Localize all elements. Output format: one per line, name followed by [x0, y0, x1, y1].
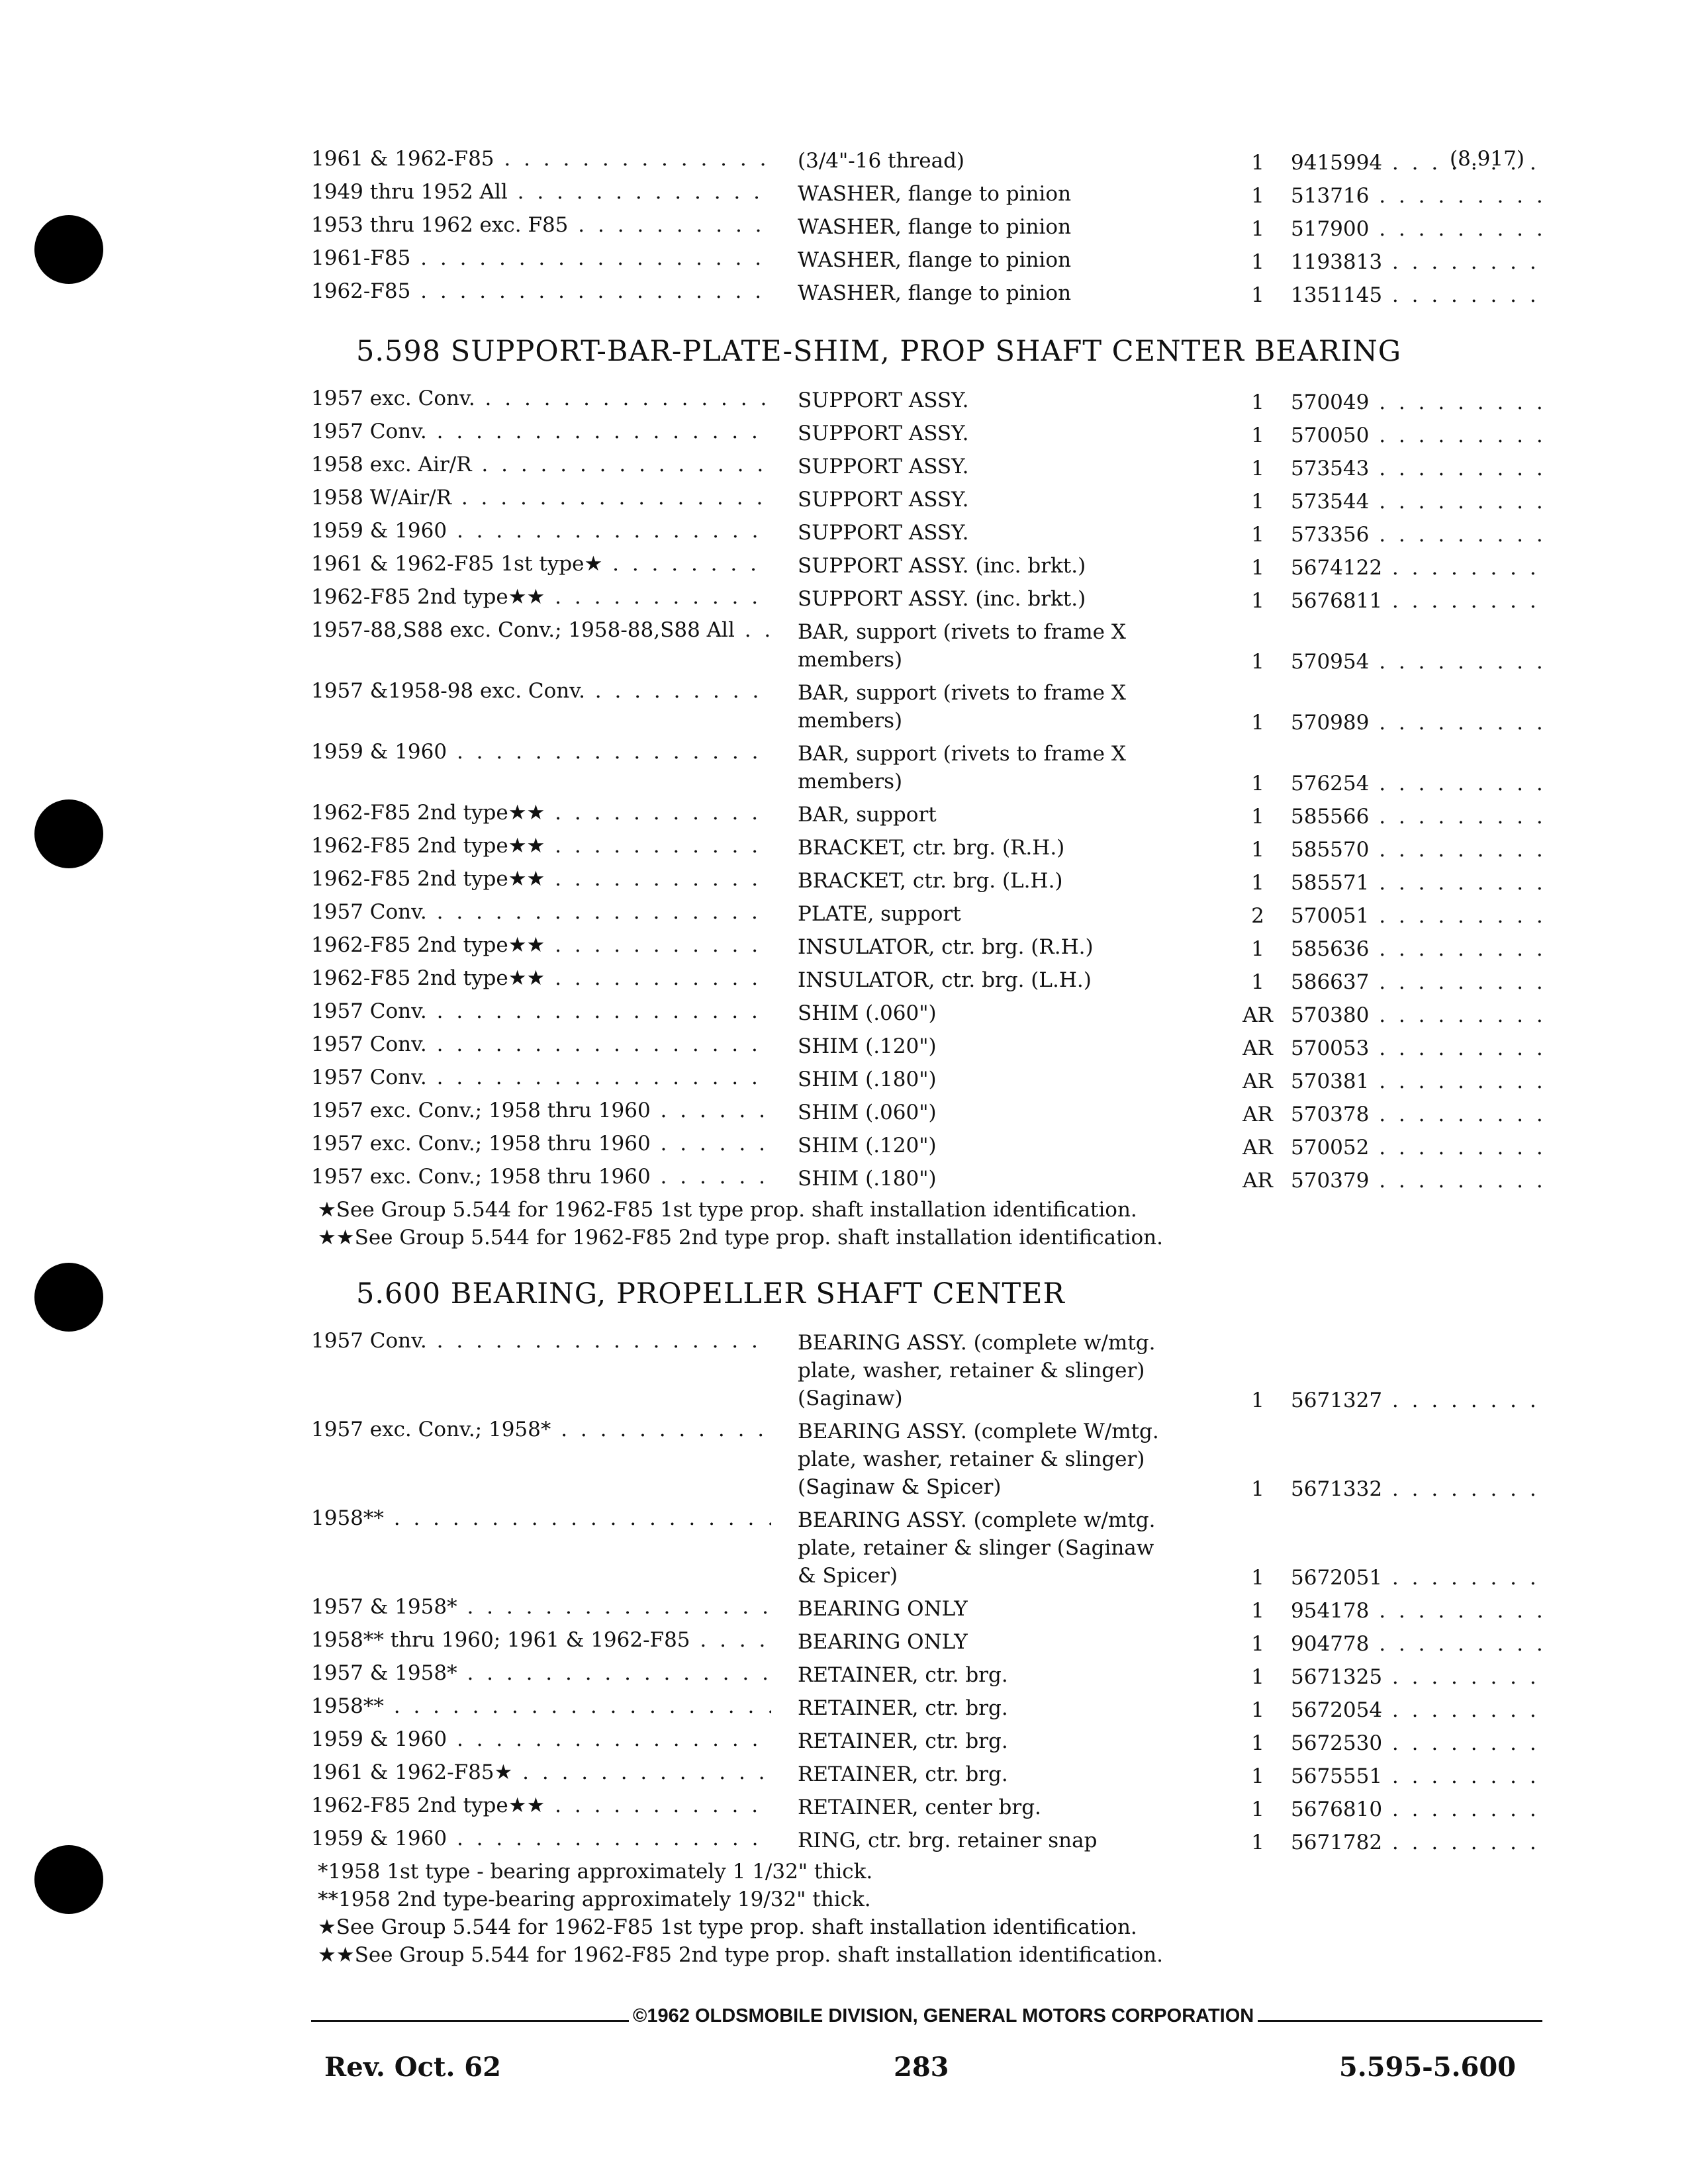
quantity: 1	[1251, 1831, 1264, 1854]
section-title-5-598: 5.598 SUPPORT-BAR-PLATE-SHIM, PROP SHAFT CENTER BEARING	[356, 335, 1402, 368]
quantity: 1	[1251, 184, 1264, 208]
applicable-model: 1957 & 1958* . . .	[311, 1595, 771, 1619]
quantity: 1	[1251, 1566, 1264, 1590]
part-description: SUPPORT ASSY.	[798, 488, 969, 512]
applicable-model: 1958** . . .	[311, 1694, 771, 1718]
part-description: SUPPORT ASSY. (inc. brkt.)	[798, 554, 1086, 578]
applicable-model: 1962-F85 2nd type★★ . . .	[311, 585, 771, 609]
quantity: 1	[1251, 390, 1264, 414]
applicable-model: 1961 & 1962-F85 . . .	[311, 147, 771, 171]
part-number: 5672051 . . .	[1291, 1566, 1542, 1590]
part-number: 5671782 . . .	[1291, 1831, 1542, 1854]
parts-row	[311, 1329, 1559, 1412]
quantity: 1	[1251, 424, 1264, 447]
part-description: BEARING ONLY	[798, 1630, 968, 1654]
part-number: 513716 . . .	[1291, 184, 1542, 208]
part-number: 5674122 . . .	[1291, 556, 1542, 580]
quantity: 1	[1251, 589, 1264, 613]
parts-row	[311, 1595, 1559, 1623]
part-number: 570381 . . .	[1291, 1069, 1542, 1093]
applicable-model: 1957 Conv. . . .	[311, 420, 771, 443]
applicable-model: 1957 Conv. . . .	[311, 1066, 771, 1089]
part-number: 1193813 . . .	[1291, 250, 1542, 274]
part-number: 585571 . . .	[1291, 871, 1542, 895]
part-number: 1351145 . . .	[1291, 283, 1542, 307]
applicable-model: 1957 Conv. . . .	[311, 1032, 771, 1056]
applicable-model: 1949 thru 1952 All . . .	[311, 180, 771, 204]
applicable-model: 1958** . . .	[311, 1506, 771, 1530]
part-description: SHIM (.180")	[798, 1167, 937, 1191]
parts-row	[311, 900, 1559, 928]
parts-row	[311, 618, 1559, 674]
quantity: 1	[1251, 1632, 1264, 1656]
applicable-model: 1957 & 1958* . . .	[311, 1661, 771, 1685]
part-description: SUPPORT ASSY.	[798, 422, 969, 445]
applicable-model: 1957 exc. Conv.; 1958 thru 1960 . . .	[311, 1099, 771, 1122]
parts-row	[311, 1099, 1559, 1126]
quantity: 1	[1251, 523, 1264, 547]
parts-row	[311, 420, 1559, 447]
parts-row	[311, 1727, 1559, 1755]
parts-row	[311, 801, 1559, 829]
quantity: 1	[1251, 838, 1264, 862]
footnote: *1958 1st type - bearing approximately 1 1/32" thick.	[318, 1860, 873, 1884]
parts-row	[311, 1661, 1559, 1689]
part-number: 570954 . . .	[1291, 650, 1542, 674]
part-description: RETAINER, ctr. brg.	[798, 1762, 1008, 1786]
applicable-model: 1958 W/Air/R . . .	[311, 486, 771, 510]
binder-hole-1	[34, 215, 103, 284]
parts-list-5-598	[311, 387, 1559, 1193]
part-description: WASHER, flange to pinion	[798, 215, 1072, 239]
quantity: 1	[1251, 1797, 1264, 1821]
applicable-model: 1957 exc. Conv.; 1958* . . .	[311, 1418, 771, 1441]
part-description: INSULATOR, ctr. brg. (L.H.)	[798, 968, 1092, 992]
part-number: 954178 . . .	[1291, 1599, 1542, 1623]
quantity: AR	[1243, 1169, 1273, 1193]
part-description: WASHER, flange to pinion	[798, 281, 1072, 305]
part-number: 585566 . . .	[1291, 805, 1542, 829]
part-description: SHIM (.060")	[798, 1001, 937, 1025]
parts-row	[311, 679, 1559, 735]
applicable-model: 1959 & 1960 . . .	[311, 1727, 771, 1751]
applicable-model: 1961 & 1962-F85★ . . .	[311, 1760, 771, 1784]
quantity: 1	[1251, 1388, 1264, 1412]
part-description: BAR, support (rivets to frame X members)	[798, 742, 1126, 794]
parts-row	[311, 933, 1559, 961]
page-number: 283	[894, 2052, 949, 2083]
parts-row	[311, 180, 1559, 208]
parts-row	[311, 246, 1559, 274]
applicable-model: 1962-F85 2nd type★★ . . .	[311, 1794, 771, 1817]
part-number: 570049 . . .	[1291, 390, 1542, 414]
quantity: 1	[1251, 151, 1264, 175]
part-number: 573356 . . .	[1291, 523, 1542, 547]
parts-row	[311, 834, 1559, 862]
part-number: 570050 . . .	[1291, 424, 1542, 447]
part-description: SHIM (.060")	[798, 1101, 937, 1124]
applicable-model: 1962-F85 2nd type★★ . . .	[311, 834, 771, 858]
quantity: 1	[1251, 650, 1264, 674]
part-description: WASHER, flange to pinion	[798, 248, 1072, 272]
applicable-model: 1958** thru 1960; 1961 & 1962-F85 . . .	[311, 1628, 771, 1652]
quantity: 1	[1251, 556, 1264, 580]
quantity: 1	[1251, 970, 1264, 994]
group-reference: (8.917)	[1450, 147, 1524, 171]
quantity: AR	[1243, 1036, 1273, 1060]
quantity: 1	[1251, 772, 1264, 796]
part-description: SUPPORT ASSY. (inc. brkt.)	[798, 587, 1086, 611]
parts-row	[311, 1760, 1559, 1788]
part-description: BRACKET, ctr. brg. (R.H.)	[798, 836, 1065, 860]
part-description: RETAINER, ctr. brg.	[798, 1696, 1008, 1720]
quantity: 1	[1251, 490, 1264, 514]
applicable-model: 1957 Conv. . . .	[311, 900, 771, 924]
part-number: 570053 . . .	[1291, 1036, 1542, 1060]
parts-row	[311, 1165, 1559, 1193]
parts-row	[311, 1794, 1559, 1821]
footnote: **1958 2nd type-bearing approximately 19/32" thick.	[318, 1888, 871, 1911]
part-number: 904778 . . .	[1291, 1632, 1542, 1656]
applicable-model: 1962-F85 2nd type★★ . . .	[311, 801, 771, 825]
footnote: ★★See Group 5.544 for 1962-F85 2nd type prop. shaft installation identification.	[318, 1226, 1163, 1250]
applicable-model: 1957 exc. Conv. . . .	[311, 387, 771, 410]
quantity: 1	[1251, 457, 1264, 480]
quantity: AR	[1243, 1003, 1273, 1027]
parts-row	[311, 552, 1559, 580]
applicable-model: 1962-F85 2nd type★★ . . .	[311, 933, 771, 957]
quantity: 1	[1251, 1665, 1264, 1689]
quantity: 1	[1251, 711, 1264, 735]
parts-row	[311, 585, 1559, 613]
part-description: RETAINER, ctr. brg.	[798, 1729, 1008, 1753]
footnote: ★★See Group 5.544 for 1962-F85 2nd type prop. shaft installation identification.	[318, 1943, 1163, 1967]
part-number: 570379 . . .	[1291, 1169, 1542, 1193]
part-number: 570378 . . .	[1291, 1103, 1542, 1126]
applicable-model: 1957-88,S88 exc. Conv.; 1958-88,S88 All . . .	[311, 618, 771, 642]
part-number: 573544 . . .	[1291, 490, 1542, 514]
part-description: SUPPORT ASSY.	[798, 388, 969, 412]
applicable-model: 1957 exc. Conv.; 1958 thru 1960 . . .	[311, 1165, 771, 1189]
revision-date: Rev. Oct. 62	[324, 2052, 501, 2083]
part-number: 585570 . . .	[1291, 838, 1542, 862]
parts-row	[311, 966, 1559, 994]
parts-row	[311, 1694, 1559, 1722]
quantity: 1	[1251, 283, 1264, 307]
binder-hole-2	[34, 799, 103, 868]
applicable-model: 1957 Conv. . . .	[311, 999, 771, 1023]
part-description: SHIM (.180")	[798, 1068, 937, 1091]
applicable-model: 1962-F85 2nd type★★ . . .	[311, 867, 771, 891]
section-range: 5.595-5.600	[1338, 2052, 1516, 2083]
quantity: 1	[1251, 217, 1264, 241]
quantity: 1	[1251, 871, 1264, 895]
quantity: 1	[1251, 250, 1264, 274]
part-number: 573543 . . .	[1291, 457, 1542, 480]
part-number: 5676811 . . .	[1291, 589, 1542, 613]
footnote: ★See Group 5.544 for 1962-F85 1st type prop. shaft installation identification.	[318, 1915, 1137, 1939]
part-description: RETAINER, center brg.	[798, 1796, 1041, 1819]
parts-row	[311, 1418, 1559, 1501]
part-number: 585636 . . .	[1291, 937, 1542, 961]
part-description: SUPPORT ASSY.	[798, 455, 969, 478]
applicable-model: 1953 thru 1962 exc. F85 . . .	[311, 213, 771, 237]
parts-row	[311, 486, 1559, 514]
parts-row	[311, 1032, 1559, 1060]
part-description: SHIM (.120")	[798, 1034, 937, 1058]
part-description: BAR, support (rivets to frame X members)	[798, 620, 1126, 672]
parts-row	[311, 999, 1559, 1027]
applicable-model: 1959 & 1960 . . .	[311, 519, 771, 543]
part-number: 5672054 . . .	[1291, 1698, 1542, 1722]
parts-row	[311, 453, 1559, 480]
part-description: BRACKET, ctr. brg. (L.H.)	[798, 869, 1063, 893]
part-description: PLATE, support	[798, 902, 961, 926]
part-number: 9415994 . . .	[1291, 151, 1542, 175]
notes-5-600	[311, 1860, 1559, 1967]
quantity: AR	[1243, 1103, 1273, 1126]
part-number: 517900 . . .	[1291, 217, 1542, 241]
parts-row	[311, 1066, 1559, 1093]
quantity: AR	[1243, 1069, 1273, 1093]
binder-hole-4	[34, 1845, 103, 1914]
part-description: WASHER, flange to pinion	[798, 182, 1072, 206]
part-description: SHIM (.120")	[798, 1134, 937, 1158]
part-description: RING, ctr. brg. retainer snap	[798, 1829, 1098, 1852]
part-number: 576254 . . .	[1291, 772, 1542, 796]
part-number: 5675551 . . .	[1291, 1764, 1542, 1788]
binder-hole-3	[34, 1263, 103, 1332]
section-title-5-600: 5.600 BEARING, PROPELLER SHAFT CENTER	[356, 1277, 1065, 1310]
part-description: BEARING ASSY. (complete W/mtg. plate, washer, retainer & slinger) (Saginaw & Spicer)	[798, 1420, 1159, 1499]
quantity: 2	[1251, 904, 1264, 928]
applicable-model: 1961 & 1962-F85 1st type★ . . .	[311, 552, 771, 576]
quantity: 1	[1251, 1698, 1264, 1722]
parts-row	[311, 1132, 1559, 1160]
part-number: 586637 . . .	[1291, 970, 1542, 994]
part-description: BAR, support	[798, 803, 937, 827]
part-description: (3/4"-16 thread)	[798, 149, 965, 173]
applicable-model: 1957 exc. Conv.; 1958 thru 1960 . . .	[311, 1132, 771, 1156]
part-number: 5671325 . . .	[1291, 1665, 1542, 1689]
quantity: 1	[1251, 1731, 1264, 1755]
parts-catalog-content	[311, 147, 1559, 1971]
part-number: 570380 . . .	[1291, 1003, 1542, 1027]
parts-row	[311, 1628, 1559, 1656]
parts-row	[311, 147, 1559, 175]
part-description: SUPPORT ASSY.	[798, 521, 969, 545]
applicable-model: 1962-F85 2nd type★★ . . .	[311, 966, 771, 990]
part-number: 5671332 . . .	[1291, 1477, 1542, 1501]
parts-row	[311, 867, 1559, 895]
part-description: BEARING ONLY	[798, 1597, 968, 1621]
applicable-model: 1962-F85 . . .	[311, 279, 771, 303]
quantity: 1	[1251, 1599, 1264, 1623]
notes-5-598	[311, 1198, 1559, 1250]
quantity: 1	[1251, 1477, 1264, 1501]
part-description: BEARING ASSY. (complete w/mtg. plate, retainer & slinger (Saginaw & Spicer)	[798, 1508, 1156, 1588]
quantity: AR	[1243, 1136, 1273, 1160]
applicable-model: 1961-F85 . . .	[311, 246, 771, 270]
parts-row	[311, 387, 1559, 414]
part-number: 5676810 . . .	[1291, 1797, 1542, 1821]
applicable-model: 1959 & 1960 . . .	[311, 740, 771, 764]
continued-parts-list	[311, 147, 1559, 307]
part-number: 570989 . . .	[1291, 711, 1542, 735]
part-number: 570051 . . .	[1291, 904, 1542, 928]
part-number: 5672530 . . .	[1291, 1731, 1542, 1755]
part-number: 5671327 . . .	[1291, 1388, 1542, 1412]
applicable-model: 1957 &1958-98 exc. Conv. . . .	[311, 679, 771, 703]
applicable-model: 1959 & 1960 . . .	[311, 1827, 771, 1850]
part-description: INSULATOR, ctr. brg. (R.H.)	[798, 935, 1094, 959]
parts-row	[311, 519, 1559, 547]
part-description: BAR, support (rivets to frame X members)	[798, 681, 1126, 733]
applicable-model: 1957 Conv. . . .	[311, 1329, 771, 1353]
part-number: 570052 . . .	[1291, 1136, 1542, 1160]
footnote: ★See Group 5.544 for 1962-F85 1st type prop. shaft installation identification.	[318, 1198, 1137, 1222]
part-description: BEARING ASSY. (complete w/mtg. plate, washer, retainer & slinger) (Saginaw)	[798, 1331, 1156, 1410]
quantity: 1	[1251, 937, 1264, 961]
part-description: RETAINER, ctr. brg.	[798, 1663, 1008, 1687]
parts-row	[311, 740, 1559, 796]
parts-row	[311, 1827, 1559, 1854]
copyright-notice: ©1962 OLDSMOBILE DIVISION, GENERAL MOTORS CORPORATION	[629, 2005, 1258, 2027]
quantity: 1	[1251, 1764, 1264, 1788]
parts-row	[311, 1506, 1559, 1590]
parts-list-5-600	[311, 1329, 1559, 1854]
applicable-model: 1958 exc. Air/R . . .	[311, 453, 771, 477]
parts-row	[311, 279, 1559, 307]
parts-row	[311, 213, 1559, 241]
quantity: 1	[1251, 805, 1264, 829]
